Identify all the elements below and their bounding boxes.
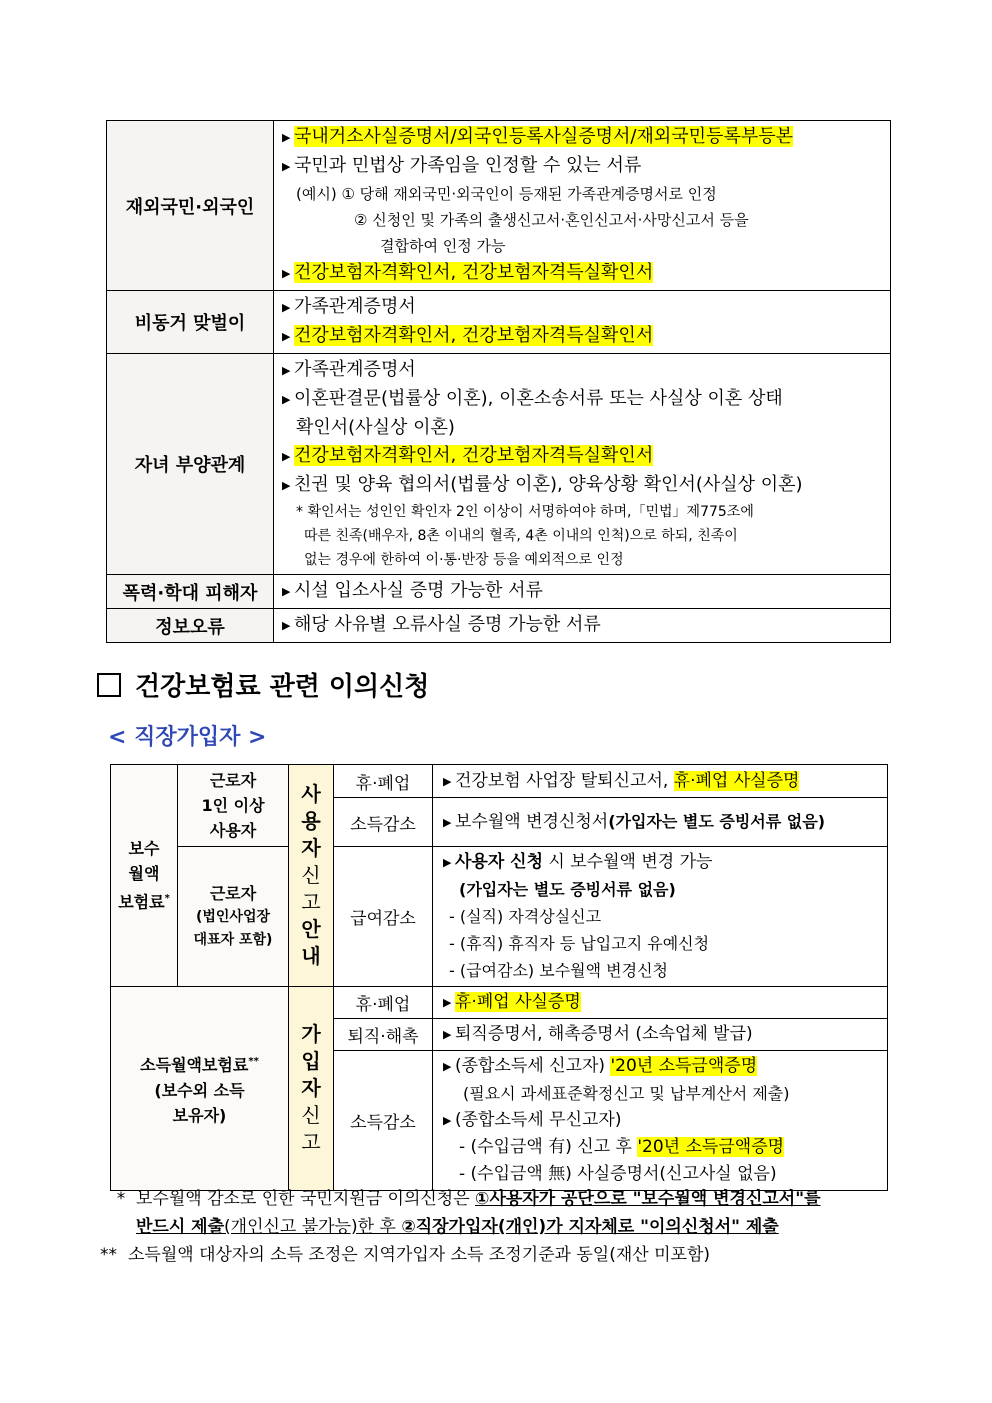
footnote: * 보수월액 감소로 인한 국민지원금 이의신청은 ①사용자가 공단으로 "보수월액 변경신고서"를 [116,1189,821,1209]
kind-cell: 퇴직·해촉 [334,1019,433,1051]
triangle-bullet-icon: ▶ [282,585,291,598]
kind-cell: 휴·폐업 [334,987,433,1019]
vertical-label-employer-report: 사 용 자 신 고 안 내 [289,765,334,987]
row-label: 자녀 부양관계 [107,354,274,575]
vertical-label-subscriber-report: 가 입 자 신 고 [289,987,334,1191]
footnote: ** 소득월액 대상자의 소득 조정은 지역가입자 소득 조정기준과 동일(재산 미포함) [100,1245,710,1265]
sub-label-employer: 근로자 1인 이상 사용자 [178,765,289,847]
row-label: 폭력·학대 피해자 [107,575,274,609]
triangle-bullet-icon: ▶ [443,1028,452,1041]
subtitle: < 직장가입자 > [108,725,267,750]
row-label: 비동거 맞벌이 [107,291,274,354]
table-row [111,847,888,987]
footnote: 반드시 제출(개인신고 불가능)한 후 ②직장가입자(개인)가 지자체로 "이의신청서" 제출 [136,1217,779,1237]
triangle-bullet-icon: ▶ [282,619,291,632]
desc-cell: ▶ (종합소득세 신고자) '20년 소득금액증명 (필요시 과세표준확정신고 및 납부계산서 제출) ▶ (종합소득세 무신고자) - (수입금액 有) 신고 후 '20년 소득금액증명 - (수입금액 無) 사실증명서(신고사실 없음) [433,1051,888,1191]
desc-cell: ▶ 사용자 신청 시 보수월액 변경 가능 (가입자는 별도 증빙서류 없음) - (실직) 자격상실신고 - (휴직) 휴직자 등 납입고지 유예신청 - (급여감소) 보수월액 변경신청 [433,847,888,987]
desc-cell: ▶ 퇴직증명서, 해촉증명서 (소속업체 발급) [433,1019,888,1051]
triangle-bullet-icon: ▶ [282,301,291,314]
table-row [107,291,891,354]
row-label: 재외국민·외국인 [107,121,274,291]
desc-cell: ▶ 건강보험 사업장 탈퇴신고서, 휴·폐업 사실증명 [433,765,888,798]
row-content: ▶ 해당 사유별 오류사실 증명 가능한 서류 [274,609,891,643]
table-row [111,765,888,798]
group-label-wage: 보수 월액 보험료* [111,765,178,987]
triangle-bullet-icon: ▶ [443,856,452,869]
triangle-bullet-icon: ▶ [282,131,291,144]
triangle-bullet-icon: ▶ [443,774,452,788]
desc-cell: ▶ 휴·폐업 사실증명 [433,987,888,1019]
row-label: 정보오류 [107,609,274,643]
kind-cell: 휴·폐업 [334,765,433,798]
row-content: ▶ 가족관계증명서 ▶ 이혼판결문(법률상 이혼), 이혼소송서류 또는 사실상 이혼 상태 확인서(사실상 이혼) ▶ 건강보험자격확인서, 건강보험자격득실확인서 ▶ 친권 및 양육 협의서(법률상 이혼), 양육상황 확인서(사실상 이혼) * 확인서는 성인인 확인자 2인 이상이 서명하여야 하며,「민법」제775조에 따른 친족(배우자, 8촌 이내의 혈족, 4촌 이내의 인척)으로 하되, 친족이 없는 경우에 한하여 이·통·반장 등을 예외적으로 인정 [274,354,891,575]
triangle-bullet-icon: ▶ [282,393,291,406]
kind-cell: 소득감소 [334,798,433,847]
kind-cell: 소득감소 [334,1051,433,1191]
triangle-bullet-icon: ▶ [282,450,291,463]
triangle-bullet-icon: ▶ [282,267,291,280]
triangle-bullet-icon: ▶ [282,479,291,492]
desc-cell: ▶ 보수월액 변경신청서(가입자는 별도 증빙서류 없음) [433,798,888,847]
row-content: ▶ 가족관계증명서 ▶ 건강보험자격확인서, 건강보험자격득실확인서 [274,291,891,354]
table-row [107,354,891,575]
footnotes [100,1185,821,1269]
triangle-bullet-icon: ▶ [282,330,291,343]
objection-table [110,764,888,1191]
triangle-bullet-icon: ▶ [443,996,452,1009]
evidence-table [106,120,891,643]
triangle-bullet-icon: ▶ [282,364,291,377]
triangle-bullet-icon: ▶ [443,1114,452,1127]
row-content: ▶ 국내거소사실증명서/외국인등록사실증명서/재외국민등록부등본 ▶ 국민과 민법상 가족임을 인정할 수 있는 서류 (예시) ① 당해 재외국민·외국인이 등재된 가족관계증명서로 인정 ② 신청인 및 가족의 출생신고서·혼인신고서·사망신고서 등을 결합하여 인정 가능 ▶ 건강보험자격확인서, 건강보험자격득실확인서 [274,121,891,291]
table-row [107,575,891,609]
section-title: 건강보험료 관련 이의신청 [97,666,429,703]
kind-cell: 급여감소 [334,847,433,987]
sub-label-worker: 근로자 (법인사업장 대표자 포함) [178,847,289,987]
table-row [111,987,888,1019]
table-row [107,121,891,291]
row-content: ▶ 시설 입소사실 증명 가능한 서류 [274,575,891,609]
triangle-bullet-icon: ▶ [282,160,291,173]
triangle-bullet-icon: ▶ [443,1060,452,1073]
table-row [107,609,891,643]
group-label-income: 소득월액보험료** (보수외 소득 보유자) [111,987,289,1191]
checkbox-square-icon [97,673,121,697]
triangle-bullet-icon: ▶ [443,816,452,829]
